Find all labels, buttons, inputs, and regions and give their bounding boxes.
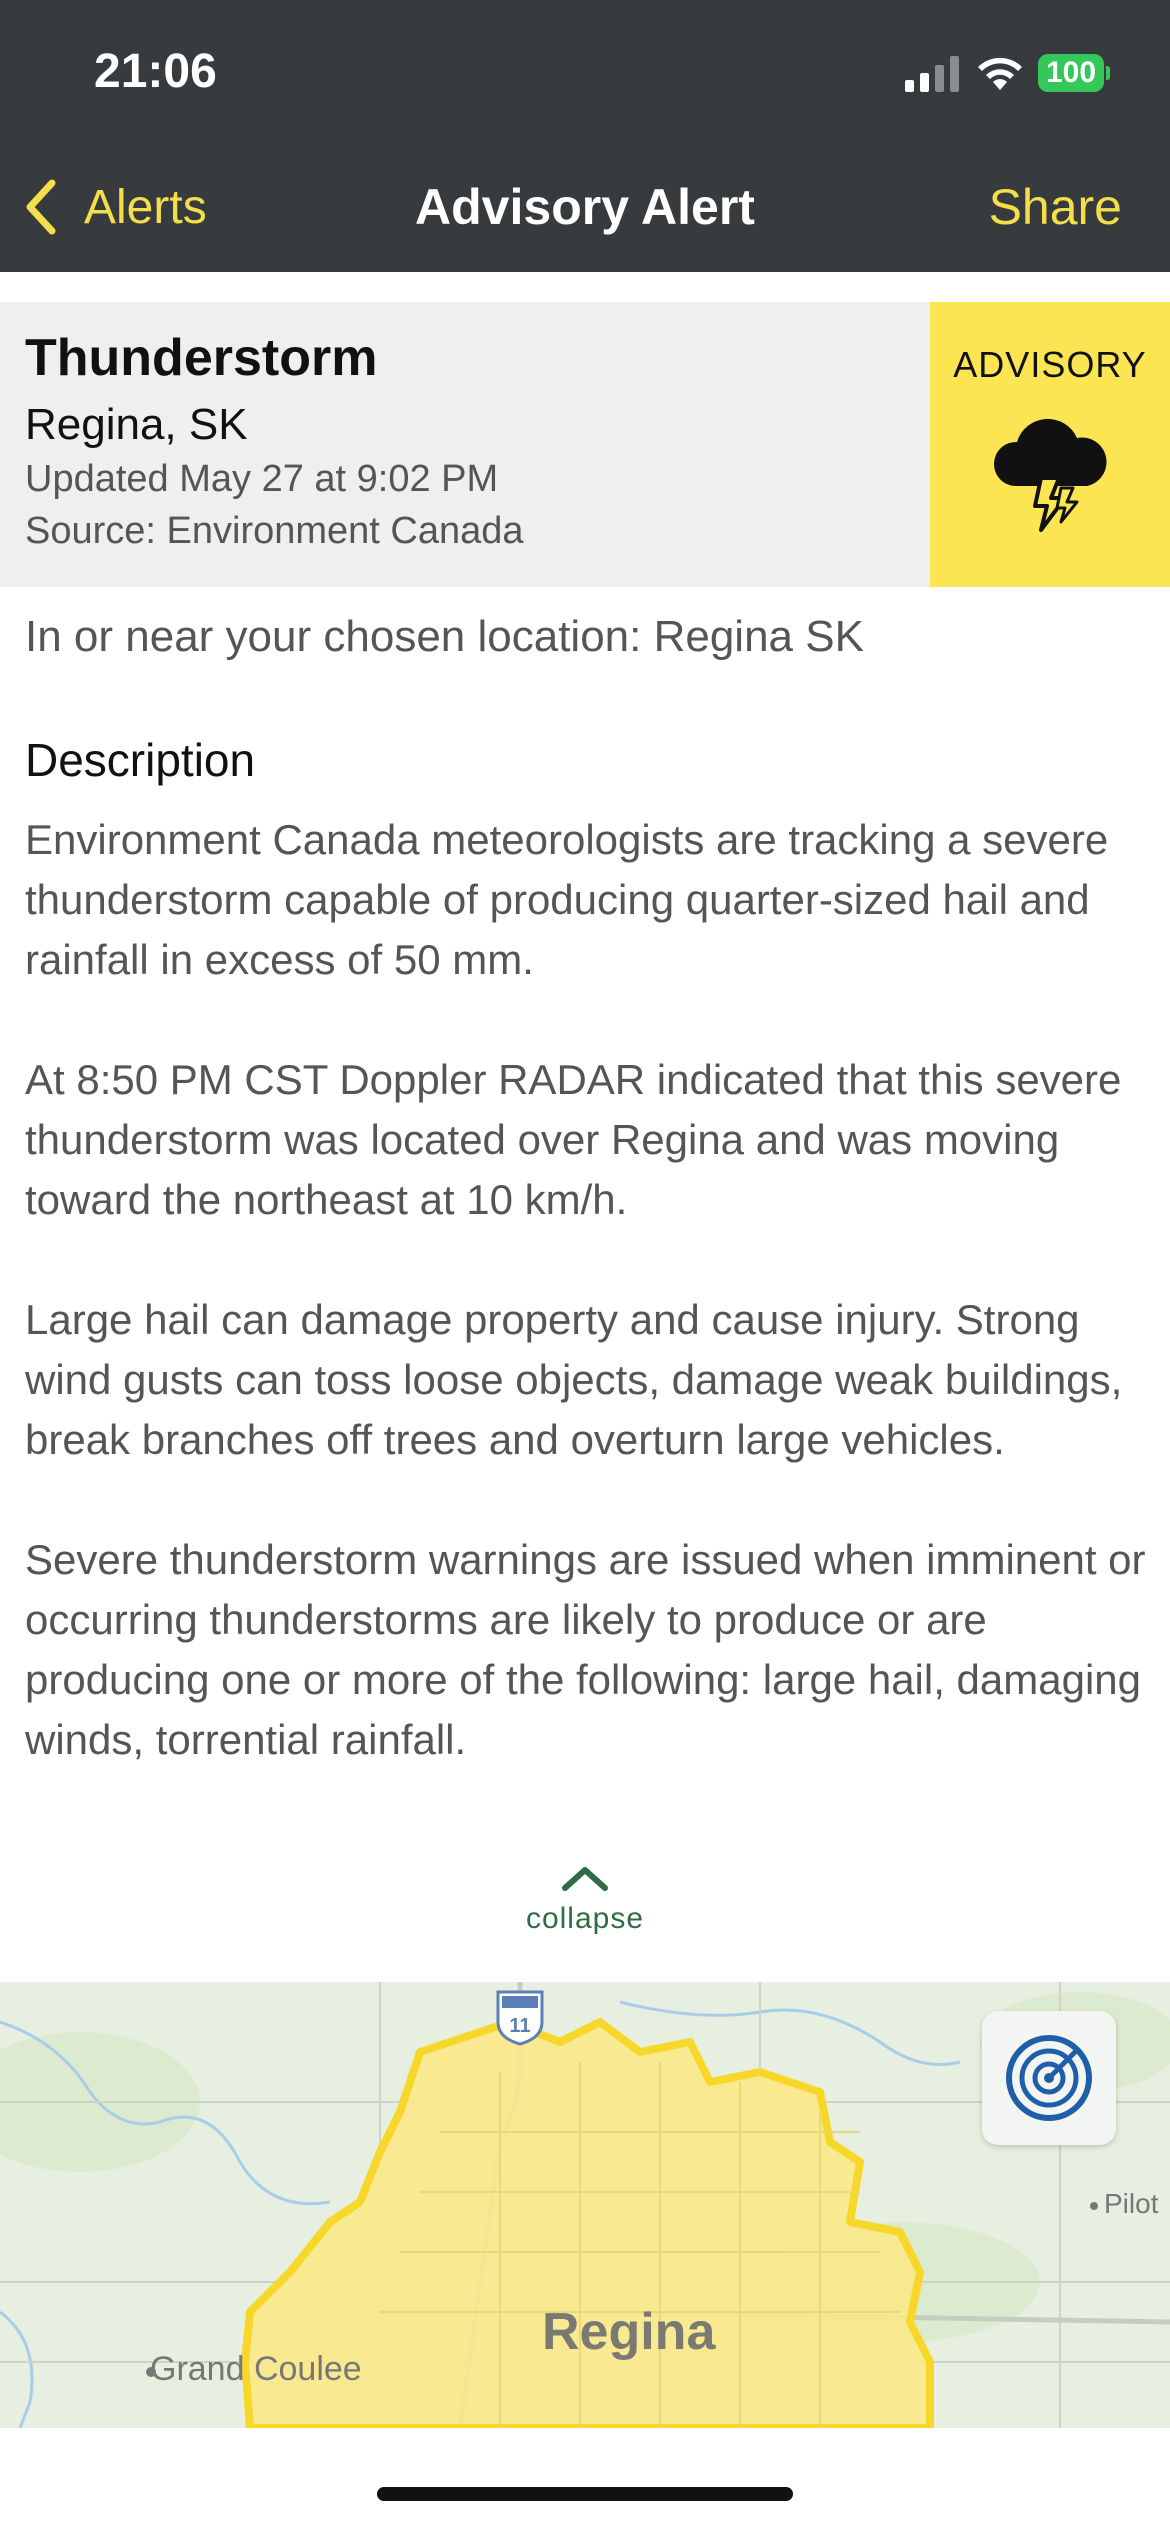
wifi-icon	[975, 52, 1025, 92]
description-paragraph: Large hail can damage property and cause injury. Strong wind gusts can toss loose objects, damage weak buildings, break branches off trees and overturn large vehicles.	[25, 1296, 1123, 1463]
map-place-dot	[1090, 2202, 1098, 2210]
map-label-grand-coulee: Grand Coulee	[150, 2350, 362, 2388]
page-title: Advisory Alert	[415, 179, 755, 235]
advisory-badge-label: ADVISORY	[953, 344, 1147, 385]
collapse-label: collapse	[525, 1902, 645, 1935]
alert-map[interactable]	[0, 1982, 1170, 2428]
home-indicator[interactable]	[377, 2487, 793, 2501]
description-body	[25, 810, 1155, 1830]
map-label-regina: Regina	[542, 2303, 716, 2361]
description-paragraph: Environment Canada meteorologists are tracking a severe thunderstorm capable of producing quarter-sized hail and rainfall in excess of 50 mm.	[25, 816, 1109, 983]
description-paragraph: Severe thunderstorm warnings are issued when imminent or occurring thunderstorms are likely to produce or are producing one or more of the following: large hail, damaging winds, torrential rainfall.	[25, 1536, 1146, 1763]
chevron-up-icon	[559, 1862, 611, 1894]
highway-number: 11	[509, 2015, 531, 2037]
top-bar	[0, 0, 1170, 272]
alert-header	[0, 302, 1170, 587]
battery-level: 100	[1045, 56, 1097, 89]
alert-updated-time: Updated May 27 at 9:02 PM	[25, 458, 499, 500]
collapse-button[interactable]	[0, 1862, 1170, 1936]
alert-source: Source: Environment Canada	[25, 510, 524, 552]
map-label-pilot: Pilot	[1104, 2188, 1159, 2219]
advisory-badge	[930, 302, 1170, 587]
alert-title: Thunderstorm	[25, 329, 378, 387]
thunderstorm-icon	[985, 408, 1115, 538]
radar-button[interactable]	[982, 2011, 1116, 2145]
share-button[interactable]: Share	[988, 179, 1122, 235]
signal-icon	[905, 56, 961, 92]
highway-shield-icon	[494, 1988, 546, 2046]
description-heading: Description	[25, 734, 256, 786]
status-time: 21:06	[94, 45, 217, 98]
back-button-label: Alerts	[84, 180, 207, 234]
battery-icon	[1038, 54, 1110, 92]
description-paragraph: At 8:50 PM CST Doppler RADAR indicated that this severe thunderstorm was located over Regina and was moving toward the northeast at 10 km/h.	[25, 1056, 1122, 1223]
near-location-text: In or near your chosen location: Regina SK	[25, 612, 864, 661]
radar-icon	[1004, 2033, 1094, 2123]
alert-location: Regina, SK	[25, 400, 248, 449]
